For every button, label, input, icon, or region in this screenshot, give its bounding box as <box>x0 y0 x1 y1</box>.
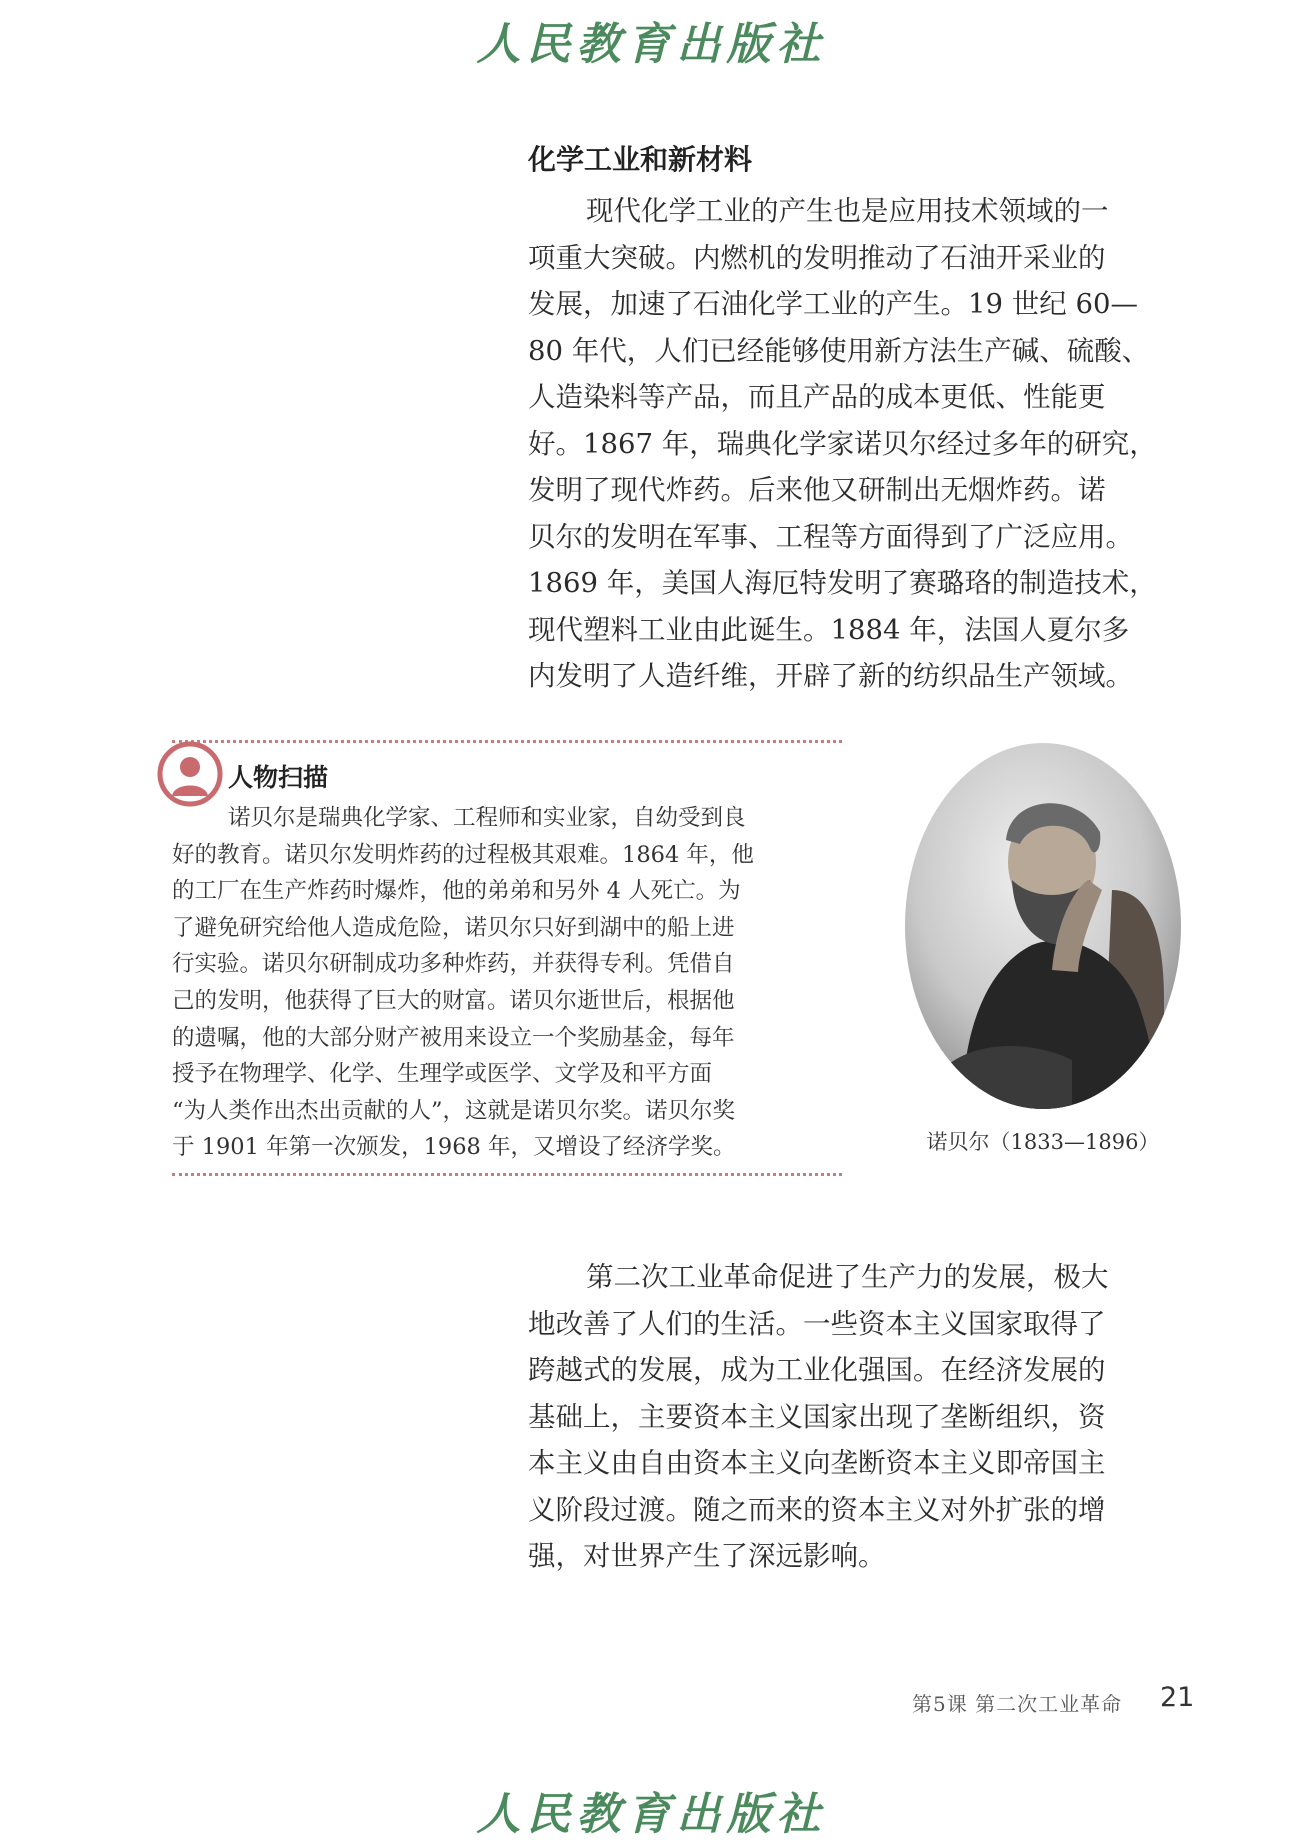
box-text-line: 授予在物理学、化学、生理学或医学、文学及和平方面 <box>172 1061 713 1088</box>
text-line: 人造染料等产品，而且产品的成本更低、性能更 <box>528 381 1106 413</box>
paragraph-1 <box>528 188 1190 700</box>
text-line: 现代塑料工业由此诞生。1884 年，法国人夏尔多 <box>528 613 1130 646</box>
portrait-caption: 诺贝尔（1833—1896） <box>926 1130 1160 1154</box>
box-text-line: 于 1901 年第一次颁发，1968 年，又增设了经济学奖。 <box>172 1134 736 1161</box>
text-line: 发展，加速了石油化学工业的产生。19 世纪 60— <box>528 288 1138 320</box>
box-text-line: 的遗嘱，他的大部分财产被用来设立一个奖励基金，每年 <box>172 1024 735 1051</box>
text-line: 基础上，主要资本主义国家出现了垄断组织，资 <box>528 1400 1106 1433</box>
text-line: 地改善了人们的生活。一些资本主义国家取得了 <box>528 1307 1106 1340</box>
nobel-portrait-image <box>902 740 1184 1112</box>
text-line: 好。1867 年，瑞典化学家诺贝尔经过多年的研究， <box>528 427 1157 460</box>
box-label: 人物扫描 <box>228 763 329 792</box>
box-text-line: 行实验。诺贝尔研制成功多种炸药，并获得专利。凭借自 <box>172 951 735 978</box>
person-scan-text <box>172 800 842 1166</box>
text-line: 义阶段过渡。随之而来的资本主义对外扩张的增 <box>528 1493 1106 1526</box>
box-text-line: 的工厂在生产炸药时爆炸，他的弟弟和另外 4 人死亡。为 <box>172 878 741 905</box>
paragraph-2 <box>528 1254 1190 1580</box>
text-line: 本主义由自由资本主义向垄断资本主义即帝国主 <box>528 1447 1106 1479</box>
footer-lesson-title: 第5课 第二次工业革命 <box>912 1692 1123 1716</box>
text-line: 80 年代，人们已经能够使用新方法生产碱、硫酸、 <box>528 334 1150 367</box>
box-text-line: “为人类作出杰出贡献的人”，这就是诺贝尔奖。诺贝尔奖 <box>172 1097 736 1124</box>
text-line: 第二次工业革命促进了生产力的发展，极大 <box>586 1261 1109 1293</box>
box-text-line: 了避免研究给他人造成危险，诺贝尔只好到湖中的船上进 <box>172 914 735 941</box>
text-line: 跨越式的发展，成为工业化强国。在经济发展的 <box>528 1354 1106 1386</box>
page-number: 21 <box>1160 1682 1195 1713</box>
box-bottom-divider <box>172 1173 842 1176</box>
text-line: 强，对世界产生了深远影响。 <box>528 1540 886 1572</box>
section-title: 化学工业和新材料 <box>528 143 753 176</box>
box-text-line: 好的教育。诺贝尔发明炸药的过程极其艰难。1864 年，他 <box>172 841 754 868</box>
text-line: 1869 年，美国人海厄特发明了赛璐珞的制造技术， <box>528 567 1157 599</box>
text-line: 内发明了人造纤维，开辟了新的纺织品生产领域。 <box>528 660 1133 692</box>
box-text-line: 诺贝尔是瑞典化学家、工程师和实业家，自幼受到良 <box>228 805 746 831</box>
person-icon <box>156 740 224 808</box>
publisher-header: 人民教育出版社 <box>476 19 827 70</box>
box-text-line: 己的发明，他获得了巨大的财富。诺贝尔逝世后，根据他 <box>172 987 735 1014</box>
text-line: 现代化学工业的产生也是应用技术领域的一 <box>586 195 1109 227</box>
text-line: 贝尔的发明在军事、工程等方面得到了广泛应用。 <box>528 520 1133 553</box>
box-top-divider <box>172 740 842 743</box>
text-line: 发明了现代炸药。后来他又研制出无烟炸药。诺 <box>528 474 1106 506</box>
text-line: 项重大突破。内燃机的发明推动了石油开采业的 <box>528 241 1106 274</box>
publisher-footer: 人民教育出版社 <box>476 1789 827 1840</box>
